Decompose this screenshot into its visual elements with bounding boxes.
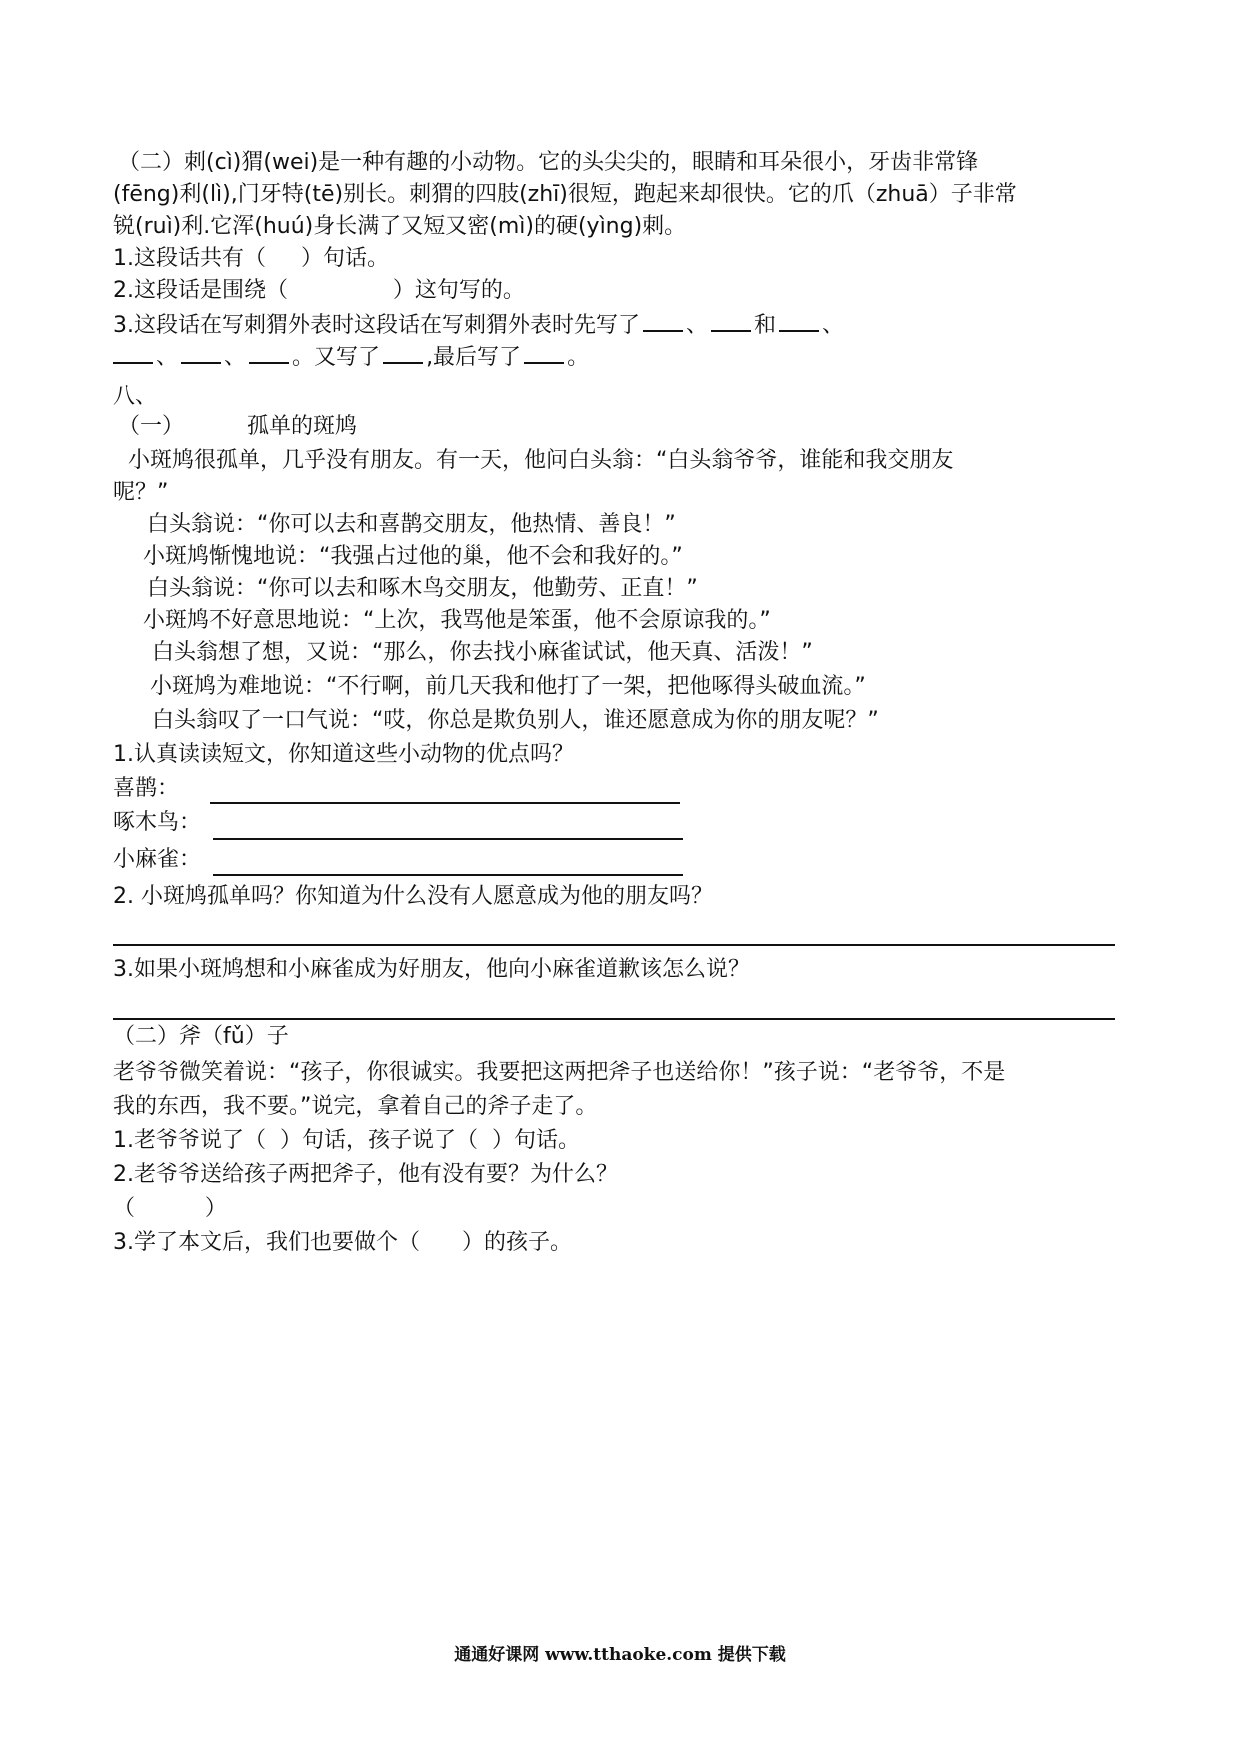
hedgehog-para-line-3: 锐(ruì)利.它浑(huú)身长满了又短又密(mì)的硬(yìng)刺。 <box>113 214 687 239</box>
dialogue-line-5: 白头翁想了想，又说：“那么，你去找小麻雀试试，他天真、活泼！” <box>152 640 813 665</box>
separator-dun: 、 <box>156 345 179 370</box>
part-1-number: （一） <box>118 414 185 439</box>
axe-para-line-2: 我的东西，我不要。”说完，拿着自己的斧子走了。 <box>113 1094 598 1119</box>
magpie-answer-line[interactable] <box>210 802 680 804</box>
question-3-answer-line[interactable] <box>113 1018 1115 1020</box>
dialogue-line-2: 小斑鸠惭愧地说：“我强占过他的巢，他不会和我好的。” <box>143 544 683 569</box>
woodpecker-label: 啄木鸟： <box>113 810 202 835</box>
axe-question-2: 2.老爷爷送给孩子两把斧子，他有没有要？为什么？ <box>113 1162 618 1187</box>
magpie-label: 喜鹊： <box>113 776 180 801</box>
text-you-xie-le: 又写了 <box>314 345 381 370</box>
story-question-3: 3.如果小斑鸠想和小麻雀成为好朋友，他向小麻雀道歉该怎么说？ <box>113 957 750 982</box>
answer-blank[interactable] <box>524 340 564 364</box>
axe-title: （二）斧（fǔ）子 <box>113 1024 289 1049</box>
separator-dun: 、 <box>822 313 845 338</box>
question-2-answer-line[interactable] <box>113 944 1115 946</box>
axe-para-line-1: 老爷爷微笑着说：“孩子，你很诚实。我要把这两把斧子也送给你！”孩子说：“老爷爷，不是 <box>113 1060 1006 1085</box>
hedgehog-question-3-text: 3.这段话在写刺猬外表时这段话在写刺猬外表时先写了 <box>113 313 640 338</box>
dialogue-line-1: 白头翁说：“你可以去和喜鹊交朋友，他热情、善良！” <box>147 512 676 537</box>
separator-dun: 、 <box>224 345 247 370</box>
sparrow-label: 小麻雀： <box>113 847 202 872</box>
story-question-2: 2. 小斑鸠孤单吗？你知道为什么没有人愿意成为他的朋友吗？ <box>113 884 713 909</box>
separator-dun: 、 <box>686 313 709 338</box>
hedgehog-question-2: 2.这段话是围绕（ ）这句写的。 <box>113 278 525 303</box>
story-para-line-1: 小斑鸠很孤单，几乎没有朋友。有一天，他问白头翁：“白头翁爷爷，谁能和我交朋友 <box>128 448 954 473</box>
story-para-line-2: 呢？” <box>113 480 169 505</box>
answer-blank[interactable] <box>779 308 819 332</box>
dialogue-line-7: 白头翁叹了一口气说：“哎，你总是欺负别人，谁还愿意成为你的朋友呢？” <box>152 708 879 733</box>
answer-blank[interactable] <box>249 340 289 364</box>
footer-credit: 通通好课网 www.tthaoke.com 提供下载 <box>454 1645 786 1665</box>
hedgehog-para-line-1: （二）刺(cì)猬(wei)是一种有趣的小动物。它的头尖尖的，眼睛和耳朵很小，牙齿非常锋 <box>118 150 979 175</box>
story-question-1: 1.认真读读短文，你知道这些小动物的优点吗？ <box>113 742 574 767</box>
answer-blank[interactable] <box>181 340 221 364</box>
hedgehog-para-line-2: (fēng)利(lì),门牙特(tē)别长。刺猬的四肢(zhī)很短，跑起来却很快。它的爪（zhuā）子非常 <box>113 182 1017 207</box>
separator-end: 。 <box>292 345 315 370</box>
answer-blank[interactable] <box>643 308 683 332</box>
axe-question-2-answer: （ ） <box>113 1196 227 1221</box>
separator-he: 和 <box>754 313 777 338</box>
hedgehog-question-1: 1.这段话共有（ ）句话。 <box>113 246 389 271</box>
dialogue-line-4: 小斑鸠不好意思地说：“上次，我骂他是笨蛋，他不会原谅我的。” <box>143 608 771 633</box>
answer-blank[interactable] <box>383 340 423 364</box>
woodpecker-answer-line[interactable] <box>213 838 683 840</box>
answer-blank[interactable] <box>711 308 751 332</box>
hedgehog-question-3 <box>113 308 1240 341</box>
answer-blank[interactable] <box>113 340 153 364</box>
dialogue-line-3: 白头翁说：“你可以去和啄木鸟交朋友，他勤劳、正直！” <box>147 576 698 601</box>
sparrow-answer-line[interactable] <box>213 874 683 876</box>
section-8-label: 八、 <box>113 384 158 409</box>
separator-end: 。 <box>567 345 590 370</box>
dialogue-line-6: 小斑鸠为难地说：“不行啊，前几天我和他打了一架，把他啄得头破血流。” <box>150 674 866 699</box>
hedgehog-question-3-cont <box>110 340 1240 373</box>
part-1-title: 孤单的斑鸠 <box>247 414 358 439</box>
text-zui-hou: ,最后写了 <box>426 345 522 370</box>
axe-question-1: 1.老爷爷说了（ ）句话，孩子说了（ ）句话。 <box>113 1128 580 1153</box>
axe-question-3: 3.学了本文后，我们也要做个（ ）的孩子。 <box>113 1230 572 1255</box>
